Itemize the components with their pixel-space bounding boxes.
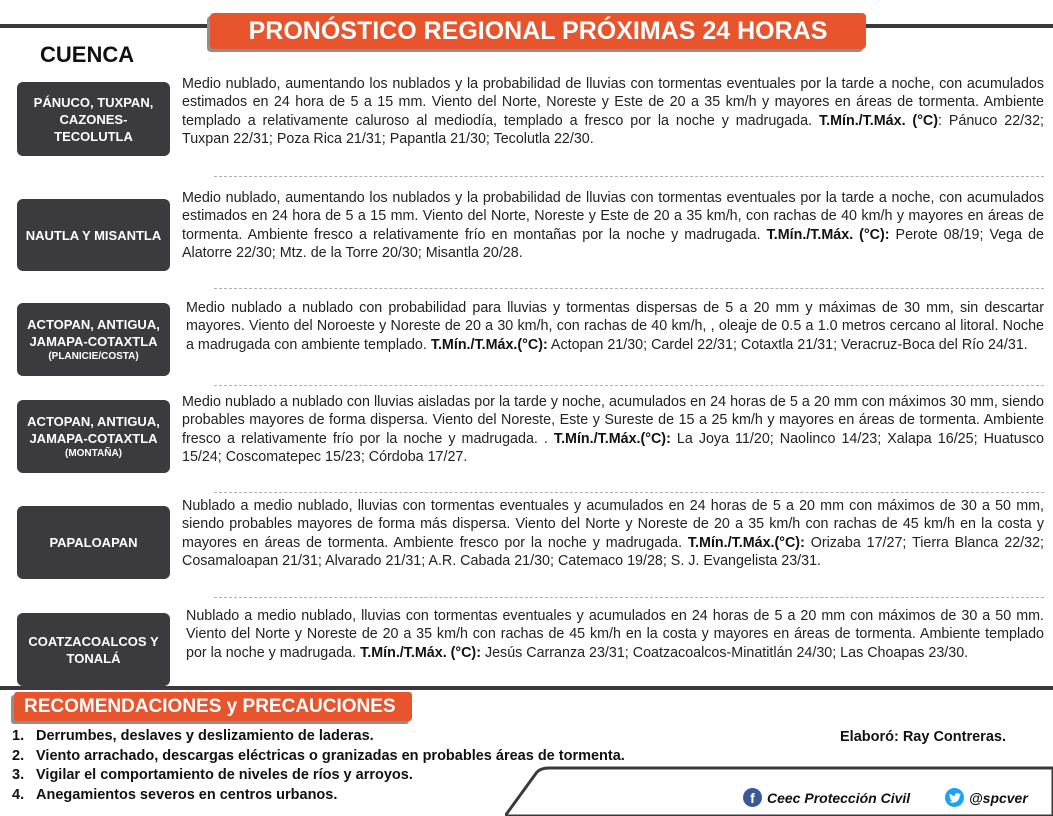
twitter-label: @spcver [969,789,1028,806]
region-name: PAPALOAPAN [49,535,138,550]
temp-values: Perote 08/19; Vega de Alatorre 22/30; Mtz. de la Torre 20/30; Misantla 20/28. [182,226,1044,261]
facebook-icon: f [743,788,762,807]
item-number: 3. [12,767,25,783]
bottom-rule [0,686,1053,690]
item-text: Anegamientos severos en centros urbanos. [36,786,338,803]
region-forecast-actopan-montana [182,393,1044,466]
region-name: ACTOPAN, ANTIGUA, JAMAPA-COTAXTLA [27,317,160,349]
region-subtitle: (PLANICIE/COSTA) [48,351,139,362]
separator [214,176,1044,177]
region-forecast-actopan-costa [186,299,1044,354]
region-forecast-coatzacoalcos [186,607,1044,662]
separator [214,492,1044,493]
region-label-coatzacoalcos [17,613,170,686]
temp-values: La Joya 11/20; Naolinco 14/23; Xalapa 16/25; Huatusco 15/24; Coscomatepec 15/23; Córdoba 17/27. [182,430,1044,465]
region-label-papaloapan [17,506,170,579]
region-label-panuco [17,82,170,156]
region-name: COATZACOALCOS Y TONALÁ [28,633,159,666]
temp-values: : Pánuco 22/32; Tuxpan 22/31; Poza Rica 21/31; Papantla 21/30; Tecolutla 22/30. [182,112,1044,147]
item-number: 4. [12,786,25,803]
forecast-text: Medio nublado, aumentando los nublados y la probabilidad de lluvias con tormentas eventuales por la tarde a noche, con acumulados estimados en 24 hora de 5 a 15 mm. Viento del Norte, Noreste y Este de 20 a 35 km/h, con rachas de 40 km/h y mayores en áreas de tormenta. Ambiente fresco a relativamente frío en montañas por la noche y madrugada. [182,190,1044,243]
region-forecast-panuco [182,75,1044,148]
region-forecast-papaloapan [182,497,1044,570]
item-number: 2. [12,747,25,764]
forecast-text: Medio nublado a nublado con lluvias aisladas por la tarde y noche, acumulados en 24 horas de 5 a 20 mm con máximos 30 mm, siendo probables mayores de forma dispersa. Viento del Noreste, Este y Sureste de 15 a 25 km/h y mayores en áreas de tormenta. Ambiente fresco a relativamente frío por la noche y madrugada. . [182,394,1044,447]
region-label-actopan-costa [17,303,170,376]
cuenca-column-label: CUENCA [40,42,135,67]
forecast-text: Medio nublado a nublado con probabilidad para lluvias y tormentas dispersas de 5 a 20 mm y máximas de 30 mm, sin descartar mayores. Viento del Noroeste y Noreste de 20 a 30 km/h, con rachas de 40 km/h, , oleaje de 0.5 a 1.0 metros cercano al litoral. Noche a madrugada con ambiente templado. [186,300,1044,353]
temp-label: T.Mín./T.Máx. (°C): [766,226,890,243]
temp-label: T.Mín./T.Máx.(°C): [553,430,671,447]
region-label-nautla [17,199,170,271]
forecast-text: Nublado a medio nublado, lluvias con tormentas eventuales y acumulados en 24 horas de 5 a 20 mm con máximos de 30 a 50 mm. Viento del Norte y Noreste de 20 a 35 km/h con rachas de 45 km/h en la costa y mayores en áreas de tormenta. Ambiente templado por la noche y madrugada. [186,608,1044,661]
region-name: NAUTLA Y MISANTLA [25,227,162,243]
temp-values: Jesús Carranza 23/31; Coatzacoalcos-Minatitlán 24/30; Las Choapas 23/30. [480,644,969,661]
list-item [12,747,625,767]
temp-label: T.Mín./T.Máx. (°C) [818,112,938,129]
list-item [12,727,625,747]
temp-values: Orizaba 17/27; Tierra Blanca 22/32; Cosamaloapan 21/31; Alvarado 21/31; A.R. Cabada 21/30; Catemaco 19/28; S. J. Evangelista 23/31. [182,534,1044,569]
separator [214,288,1044,289]
region-subtitle: (MONTAÑA) [64,448,123,459]
temp-label: T.Mín./T.Máx.(°C): [687,534,805,551]
forecast-text: Nublado a medio nublado, lluvias con tormentas eventuales y acumulados en 24 horas de 5 a 20 mm con máximos de 30 a 50 mm, siendo probables mayores de forma más dispersa. Viento del Norte y Noreste de 20 a 35 km/h con rachas de 45 km/h en la costa y mayores en áreas de tormenta. Ambiente fresco por la noche y madrugada. [182,498,1044,551]
page-title: PRONÓSTICO REGIONAL PRÓXIMAS 24 HORAS [210,13,866,49]
author-credit: Elaboró: Ray Contreras. [840,729,1006,745]
item-text: Vigilar el comportamiento de niveles de ríos y arroyos. [36,767,413,783]
region-forecast-nautla [182,189,1044,262]
region-label-actopan-montana [17,400,170,473]
separator [214,385,1044,386]
recommendations-title: RECOMENDACIONES y PRECAUCIONES [14,692,412,721]
facebook-link[interactable] [743,788,910,807]
twitter-bird-icon [945,788,964,807]
facebook-label: Ceec Protección Civil [767,789,911,806]
separator [214,597,1044,598]
item-text: Derrumbes, deslaves y deslizamiento de laderas. [36,728,374,744]
item-text: Viento arrachado, descargas eléctricas o granizadas en probables áreas de tormenta. [36,747,625,764]
region-name: PÁNUCO, TUXPAN, CAZONES-TECOLUTLA [33,94,154,144]
temp-label: T.Mín./T.Máx. (°C): [360,644,481,661]
forecast-text: Medio nublado, aumentando los nublados y la probabilidad de lluvias con tormentas eventuales por la tarde a noche, con acumulados estimados en 24 hora de 5 a 15 mm. Viento del Norte, Noreste y Este de 20 a 35 km/h y mayores en áreas de tormenta. Ambiente templado a relativamente caluroso al mediodía, templado a fresco por la noche y madrugada. [182,76,1044,129]
temp-label: T.Mín./T.Máx.(°C): [430,336,548,353]
item-number: 1. [12,728,25,744]
temp-values: Actopan 21/30; Cardel 22/31; Cotaxtla 21/31; Veracruz-Boca del Río 24/31. [547,336,1028,353]
twitter-link[interactable] [945,788,1028,807]
region-name: ACTOPAN, ANTIGUA, JAMAPA-COTAXTLA [27,414,160,446]
